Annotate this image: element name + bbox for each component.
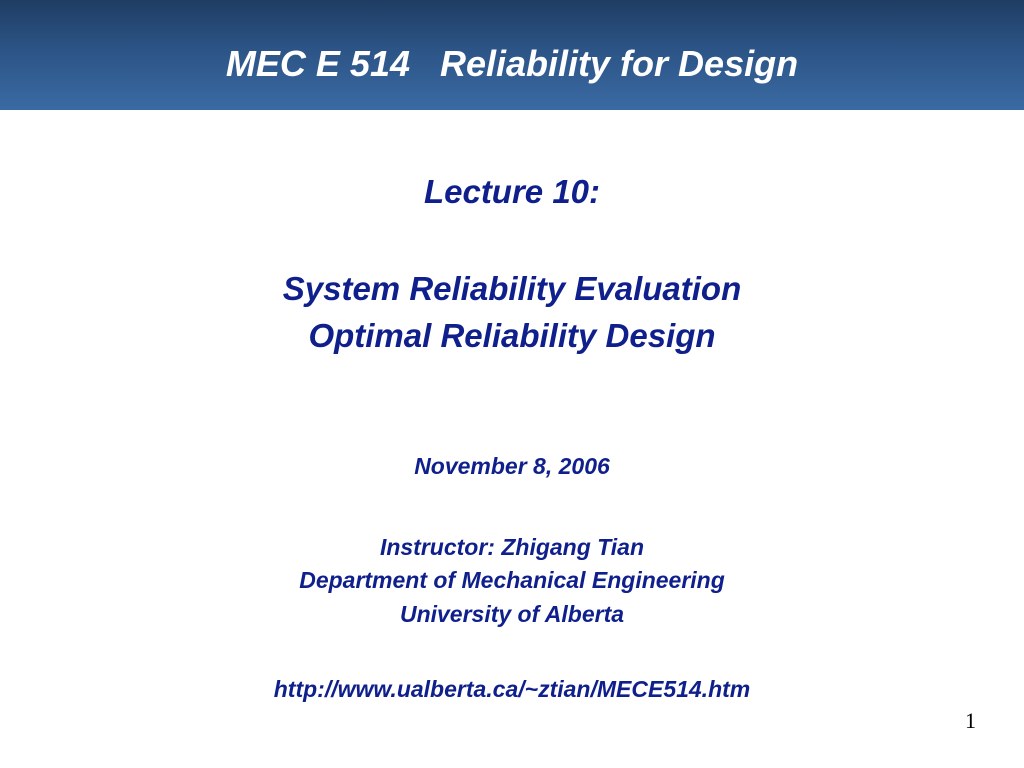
instructor-name: Instructor: Zhigang Tian bbox=[379, 534, 645, 560]
lecture-title-line-2: Optimal Reliability Design bbox=[308, 317, 716, 354]
course-code: MEC E 514 bbox=[225, 43, 410, 84]
lecture-date: November 8, 2006 bbox=[414, 453, 610, 479]
lecture-title-line-1: System Reliability Evaluation bbox=[282, 270, 742, 307]
lecture-number: Lecture 10: bbox=[423, 173, 601, 210]
page-number: 1 bbox=[965, 708, 976, 733]
course-title bbox=[0, 40, 1024, 88]
department-name: Department of Mechanical Engineering bbox=[299, 567, 725, 593]
course-url-link[interactable]: http://www.ualberta.ca/~ztian/MECE514.htm bbox=[273, 676, 751, 702]
university-name: University of Alberta bbox=[399, 601, 625, 627]
course-name: Reliability for Design bbox=[440, 43, 799, 84]
